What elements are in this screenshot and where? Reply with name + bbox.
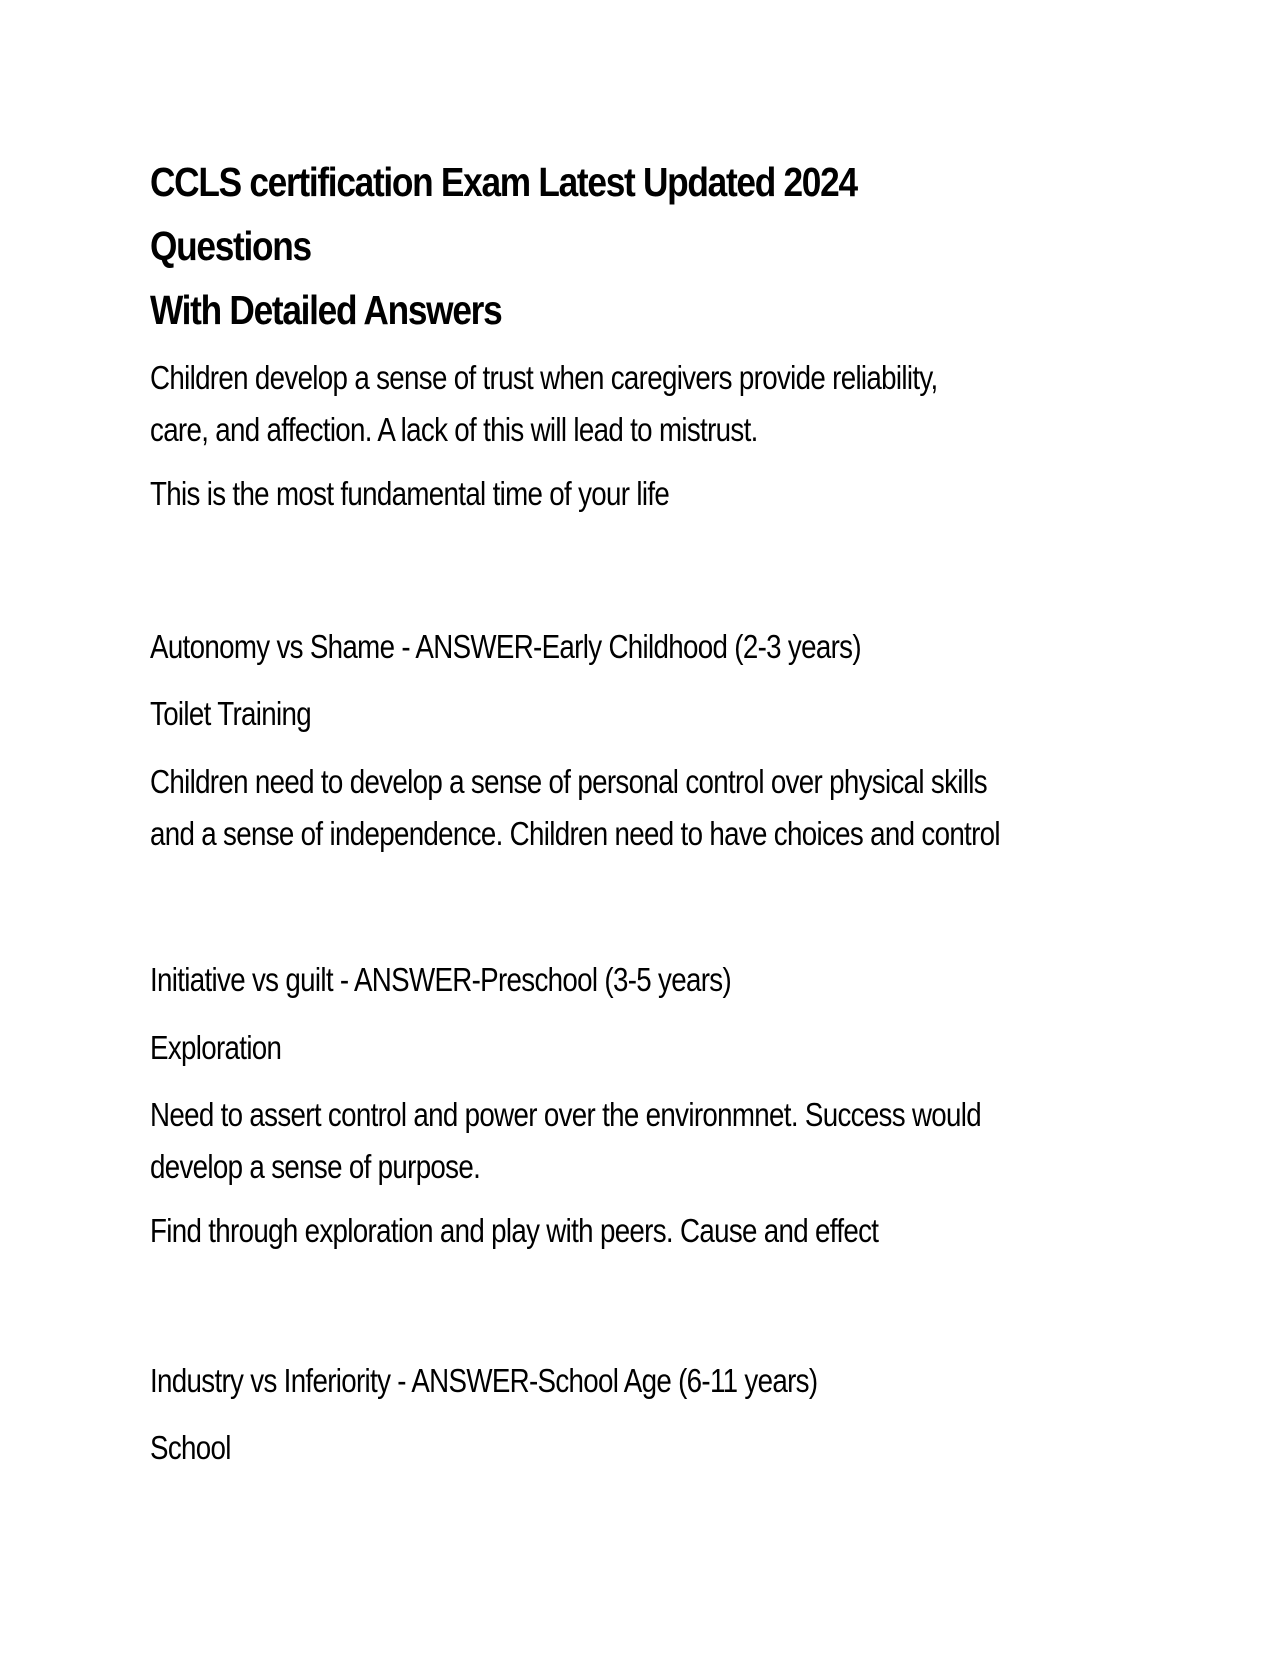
paragraph-exploration	[150, 1022, 1108, 1074]
paragraph-line: Initiative vs guilt - ANSWER-Preschool (3-5 years)	[150, 961, 732, 998]
question-autonomy	[150, 621, 1108, 673]
paragraph-line: care, and affection. A lack of this will lead to mistrust.	[150, 411, 758, 448]
paragraph-fundamental	[150, 468, 1108, 520]
paragraph-line: Exploration	[150, 1029, 282, 1066]
paragraph-line: Children develop a sense of trust when caregivers provide reliability,	[150, 359, 938, 396]
paragraph-trust	[150, 352, 1108, 456]
paragraph-peers	[150, 1205, 1108, 1257]
paragraph-line: School	[150, 1429, 231, 1466]
paragraph-line: develop a sense of purpose.	[150, 1148, 481, 1185]
paragraph-line: Autonomy vs Shame - ANSWER-Early Childhood (2-3 years)	[150, 628, 861, 665]
paragraph-school	[150, 1422, 1108, 1474]
paragraph-line: and a sense of independence. Children need to have choices and control	[150, 815, 1000, 852]
paragraph-toilet-training	[150, 688, 1108, 740]
paragraph-line: Toilet Training	[150, 695, 311, 732]
title-line: With Detailed Answers	[150, 287, 502, 333]
paragraph-line: Find through exploration and play with peers. Cause and effect	[150, 1212, 879, 1249]
question-initiative	[150, 954, 1108, 1006]
paragraph-line: Need to assert control and power over the environmnet. Success would	[150, 1096, 982, 1133]
paragraph-line: Children need to develop a sense of personal control over physical skills	[150, 763, 987, 800]
paragraph-line: Industry vs Inferiority - ANSWER-School Age (6-11 years)	[150, 1362, 818, 1399]
paragraph-line: This is the most fundamental time of your life	[150, 475, 670, 512]
question-industry	[150, 1355, 1108, 1407]
document-title	[150, 150, 993, 342]
paragraph-personal-control	[150, 756, 1108, 860]
title-line: CCLS certification Exam Latest Updated 2024 Questions	[150, 159, 857, 269]
paragraph-assert-control	[150, 1089, 1108, 1193]
